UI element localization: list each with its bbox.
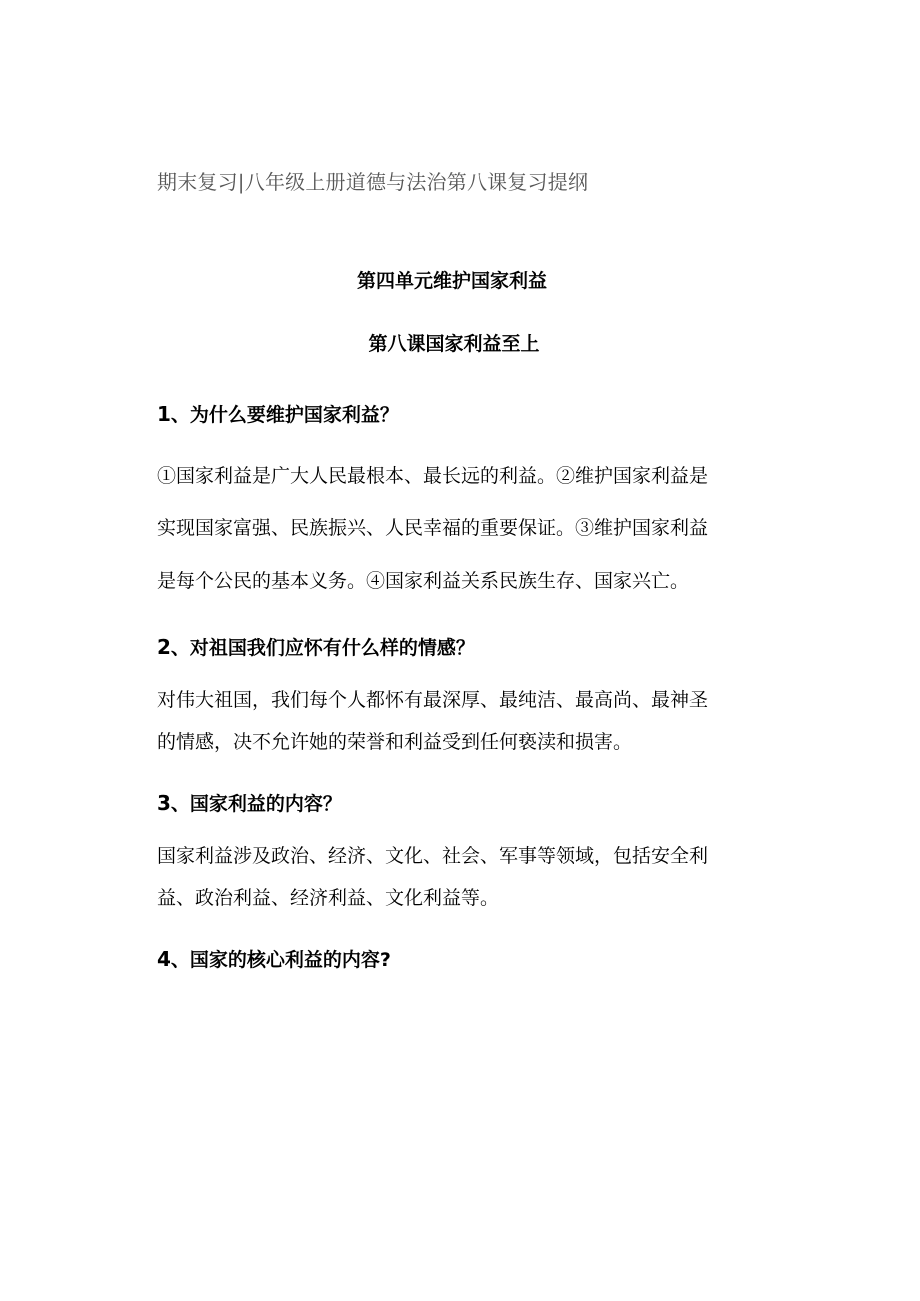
question-number: 2 [157, 635, 171, 659]
answer-line: 实现国家富强、民族振兴、人民幸福的重要保证。③维护国家利益 [157, 517, 709, 539]
question-number: 4 [157, 947, 171, 971]
answer-line: 是每个公民的基本义务。④国家利益关系民族生存、国家兴亡。 [157, 570, 690, 592]
answer-line: 的情感，决不允许她的荣誉和利益受到任何亵渎和损害。 [157, 731, 633, 753]
answer-paragraph [157, 889, 747, 908]
document-title: 期末复习|八年级上册道德与法治第八课复习提纲 [157, 170, 589, 194]
question-heading [157, 633, 475, 660]
question-text: 、对祖国我们应怀有什么样的情感？ [170, 637, 475, 659]
question-number: 1 [157, 402, 171, 426]
question-number: 3 [157, 791, 171, 815]
question-text: 、国家利益的内容？ [170, 793, 342, 815]
answer-line: 益、政治利益、经济利益、文化利益等。 [157, 887, 500, 909]
answer-paragraph [157, 572, 747, 591]
question-heading [157, 789, 342, 816]
answer-line: 国家利益涉及政治、经济、文化、社会、军事等领域，包括安全利 [157, 845, 709, 867]
question-text: 、国家的核心利益的内容? [170, 949, 391, 971]
lesson-heading: 第八课国家利益至上 [368, 333, 540, 355]
answer-paragraph [157, 847, 747, 866]
question-heading [157, 945, 391, 972]
answer-line: ①国家利益是广大人民最根本、最长远的利益。②维护国家利益是 [157, 465, 709, 487]
unit-heading: 第四单元维护国家利益 [356, 270, 547, 292]
question-text: 、为什么要维护国家利益？ [170, 404, 399, 426]
answer-line: 对伟大祖国，我们每个人都怀有最深厚、最纯洁、最高尚、最神圣 [157, 689, 709, 711]
answer-paragraph [157, 467, 747, 486]
question-heading [157, 400, 399, 427]
answer-paragraph [157, 733, 747, 752]
answer-paragraph [157, 519, 747, 538]
answer-paragraph [157, 691, 747, 710]
